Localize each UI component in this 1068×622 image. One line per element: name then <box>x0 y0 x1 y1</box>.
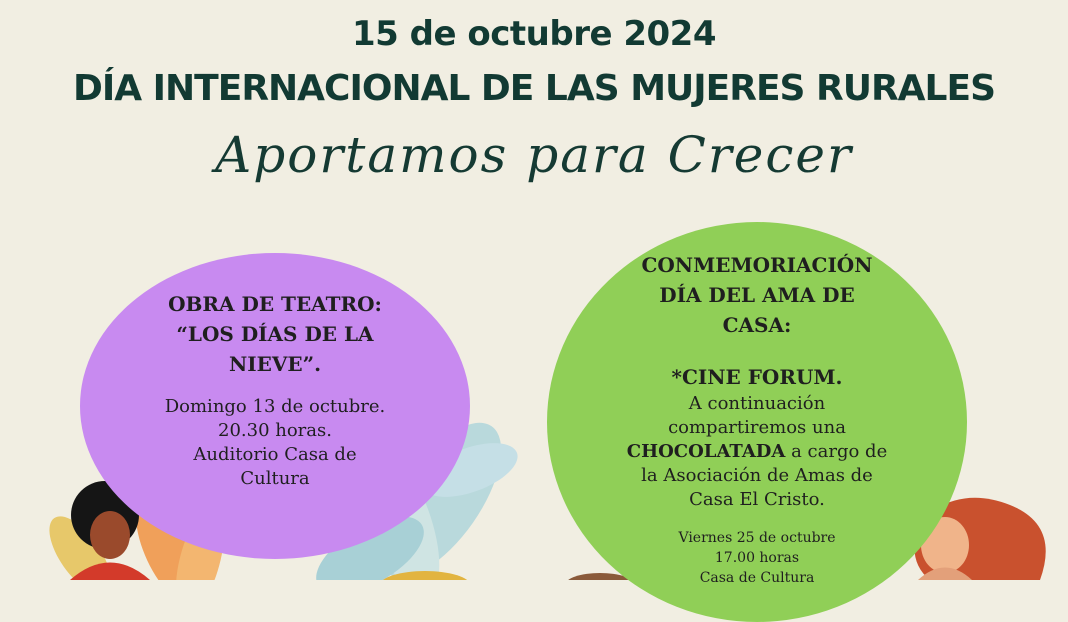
theatre-heading-line2: “LOS DÍAS DE LA <box>176 322 374 346</box>
theatre-heading-line3: NIEVE”. <box>228 352 322 376</box>
celebration-text-line3-rest: a cargo de <box>785 441 888 462</box>
celebration-heading-line3: CASA: <box>722 313 792 337</box>
celebration-text-line5: Casa El Cristo. <box>689 489 825 510</box>
celebration-time: 17.00 horas <box>714 550 800 566</box>
celebration-place: Casa de Cultura <box>699 570 815 586</box>
celebration-text-line4: la Asociación de Amas de <box>641 465 873 486</box>
theatre-heading-line1: OBRA DE TEATRO: <box>168 292 382 316</box>
celebration-date: Viernes 25 de octubre <box>678 530 836 546</box>
celebration-heading-line1: CONMEMORIACIÓN <box>641 253 873 277</box>
celebration-text-line2: compartiremos una <box>668 417 846 438</box>
chocolatada-highlight: CHOCOLATADA <box>626 441 786 462</box>
slogan: Aportamos para Crecer <box>215 126 853 184</box>
celebration-subheading: *CINE FORUM. <box>671 365 843 389</box>
celebration-text-line3 <box>547 440 967 464</box>
theatre-time: 20.30 horas. <box>218 420 332 441</box>
event-card-theatre <box>80 253 470 559</box>
event-date-header: 15 de octubre 2024 <box>352 14 716 54</box>
page-title: DÍA INTERNACIONAL DE LAS MUJERES RURALES <box>72 68 995 109</box>
theatre-date: Domingo 13 de octubre. <box>164 396 386 417</box>
celebration-text-line1: A continuación <box>688 393 826 414</box>
celebration-heading-line2: DÍA DEL AMA DE <box>659 283 855 307</box>
theatre-place-line2: Cultura <box>240 468 310 489</box>
event-card-celebration <box>547 222 967 622</box>
theatre-place-line1: Auditorio Casa de <box>193 444 357 465</box>
